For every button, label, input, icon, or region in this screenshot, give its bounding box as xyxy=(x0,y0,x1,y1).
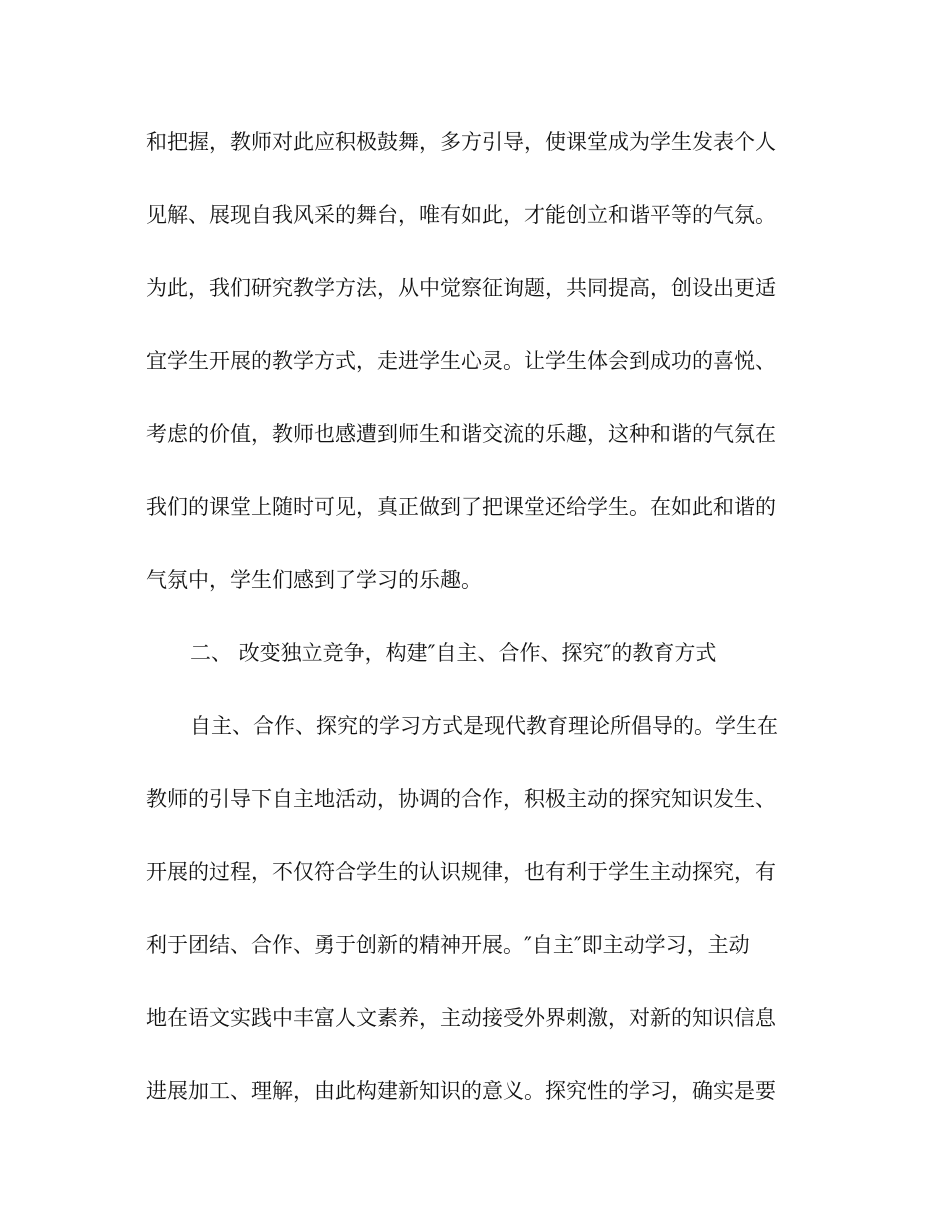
paragraph-line: 自主、合作、探究的学习方式是现代教育理论所倡导的。学生在 xyxy=(190,714,778,738)
paragraph-line: 为此，我们研究教学方法，从中觉察征询题，共同提高，创设出更适 xyxy=(146,276,776,300)
paragraph-line: 气氛中，学生们感到了学习的乐趣。 xyxy=(146,568,482,592)
paragraph-line: 进展加工、理解，由此构建新知识的意义。探究性的学习，确实是要 xyxy=(146,1079,776,1103)
paragraph-line: 开展的过程，不仅符合学生的认识规律，也有利于学生主动探究，有 xyxy=(146,860,776,884)
paragraph-line: 地在语文实践中丰富人文素养，主动接受外界刺激，对新的知识信息 xyxy=(146,1006,776,1030)
paragraph-line: 我们的课堂上随时可见，真正做到了把课堂还给学生。在如此和谐的 xyxy=(146,495,776,519)
paragraph-line: 利于团结、合作、勇于创新的精神开展。″自主″即主动学习，主动 xyxy=(146,933,750,957)
paragraph-line: 见解、展现自我风采的舞台，唯有如此，才能创立和谐平等的气氛。 xyxy=(146,203,776,227)
section-heading: 二、 改变独立竞争，构建″自主、合作、探究″的教育方式 xyxy=(190,641,717,665)
paragraph-line: 宜学生开展的教学方式，走进学生心灵。让学生体会到成功的喜悦、 xyxy=(146,349,776,373)
paragraph-line: 教师的引导下自主地活动，协调的合作，积极主动的探究知识发生、 xyxy=(146,787,776,811)
paragraph-line: 和把握，教师对此应积极鼓舞，多方引导，使课堂成为学生发表个人 xyxy=(146,130,776,154)
paragraph-line: 考虑的价值，教师也感遭到师生和谐交流的乐趣，这种和谐的气氛在 xyxy=(146,422,776,446)
